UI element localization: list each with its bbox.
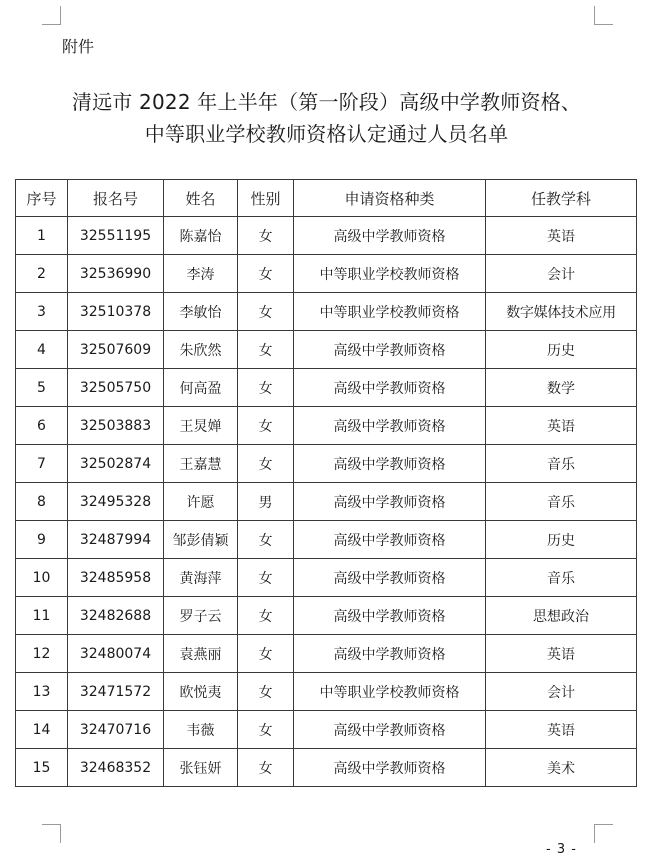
cell-name: 王炅婵 [164, 407, 238, 445]
cell-subject: 数学 [486, 369, 637, 407]
cell-gender: 女 [238, 749, 294, 787]
table-row [16, 445, 637, 483]
cell-subject: 英语 [486, 217, 637, 255]
crop-mark-bottom-right [594, 824, 613, 843]
cell-registration-no: 32471572 [68, 673, 164, 711]
table-row [16, 559, 637, 597]
table-row [16, 749, 637, 787]
cell-seq: 14 [16, 711, 68, 749]
cell-name: 何高盈 [164, 369, 238, 407]
document-title-line-1: 清远市 2022 年上半年（第一阶段）高级中学教师资格、 [71, 90, 582, 114]
cell-subject: 数字媒体技术应用 [486, 293, 637, 331]
cell-registration-no: 32536990 [68, 255, 164, 293]
cell-registration-no: 32503883 [68, 407, 164, 445]
approved-teachers-table [15, 179, 637, 787]
cell-subject: 历史 [486, 521, 637, 559]
cell-registration-no: 32480074 [68, 635, 164, 673]
cell-qualification-type: 中等职业学校教师资格 [294, 293, 486, 331]
cell-gender: 女 [238, 217, 294, 255]
cell-qualification-type: 高级中学教师资格 [294, 369, 486, 407]
cell-seq: 6 [16, 407, 68, 445]
cell-gender: 女 [238, 369, 294, 407]
table-row [16, 369, 637, 407]
table-row [16, 255, 637, 293]
cell-name: 李涛 [164, 255, 238, 293]
table-row [16, 521, 637, 559]
cell-seq: 2 [16, 255, 68, 293]
table-header-row [16, 180, 637, 217]
cell-registration-no: 32510378 [68, 293, 164, 331]
cell-qualification-type: 高级中学教师资格 [294, 331, 486, 369]
table-row [16, 407, 637, 445]
cell-subject: 音乐 [486, 559, 637, 597]
cell-gender: 女 [238, 673, 294, 711]
header-name: 姓名 [164, 180, 238, 217]
cell-gender: 女 [238, 559, 294, 597]
cell-gender: 女 [238, 255, 294, 293]
table-row [16, 673, 637, 711]
cell-seq: 4 [16, 331, 68, 369]
cell-qualification-type: 高级中学教师资格 [294, 559, 486, 597]
cell-gender: 女 [238, 293, 294, 331]
cell-name: 王嘉慧 [164, 445, 238, 483]
cell-qualification-type: 高级中学教师资格 [294, 597, 486, 635]
cell-name: 许愿 [164, 483, 238, 521]
cell-subject: 会计 [486, 673, 637, 711]
cell-seq: 13 [16, 673, 68, 711]
cell-registration-no: 32470716 [68, 711, 164, 749]
header-qualification-type: 申请资格种类 [294, 180, 486, 217]
cell-seq: 9 [16, 521, 68, 559]
cell-registration-no: 32485958 [68, 559, 164, 597]
cell-qualification-type: 高级中学教师资格 [294, 521, 486, 559]
cell-subject: 历史 [486, 331, 637, 369]
header-gender: 性别 [238, 180, 294, 217]
cell-name: 张钰妍 [164, 749, 238, 787]
cell-subject: 英语 [486, 635, 637, 673]
cell-seq: 10 [16, 559, 68, 597]
cell-subject: 会计 [486, 255, 637, 293]
cell-qualification-type: 中等职业学校教师资格 [294, 255, 486, 293]
crop-mark-top-right [594, 6, 613, 25]
cell-subject: 英语 [486, 407, 637, 445]
document-title-line-2: 中等职业学校教师资格认定通过人员名单 [144, 122, 509, 146]
cell-qualification-type: 高级中学教师资格 [294, 635, 486, 673]
table-row [16, 331, 637, 369]
cell-qualification-type: 高级中学教师资格 [294, 217, 486, 255]
page-number: - 3 - [546, 842, 577, 857]
cell-qualification-type: 中等职业学校教师资格 [294, 673, 486, 711]
cell-gender: 女 [238, 331, 294, 369]
cell-seq: 7 [16, 445, 68, 483]
cell-registration-no: 32495328 [68, 483, 164, 521]
cell-name: 朱欣然 [164, 331, 238, 369]
table-row [16, 597, 637, 635]
cell-gender: 男 [238, 483, 294, 521]
cell-name: 李敏怡 [164, 293, 238, 331]
table-row [16, 293, 637, 331]
cell-qualification-type: 高级中学教师资格 [294, 711, 486, 749]
cell-name: 罗子云 [164, 597, 238, 635]
cell-gender: 女 [238, 711, 294, 749]
cell-gender: 女 [238, 597, 294, 635]
cell-registration-no: 32505750 [68, 369, 164, 407]
attachment-label: 附件 [62, 37, 95, 56]
cell-subject: 音乐 [486, 445, 637, 483]
table-row [16, 217, 637, 255]
cell-registration-no: 32551195 [68, 217, 164, 255]
cell-seq: 3 [16, 293, 68, 331]
cell-registration-no: 32487994 [68, 521, 164, 559]
cell-gender: 女 [238, 635, 294, 673]
cell-subject: 美术 [486, 749, 637, 787]
cell-qualification-type: 高级中学教师资格 [294, 407, 486, 445]
cell-subject: 思想政治 [486, 597, 637, 635]
crop-mark-top-left [42, 6, 61, 25]
cell-subject: 英语 [486, 711, 637, 749]
cell-seq: 11 [16, 597, 68, 635]
cell-qualification-type: 高级中学教师资格 [294, 483, 486, 521]
table-row [16, 711, 637, 749]
cell-qualification-type: 高级中学教师资格 [294, 445, 486, 483]
cell-gender: 女 [238, 407, 294, 445]
header-registration-no: 报名号 [68, 180, 164, 217]
cell-seq: 1 [16, 217, 68, 255]
cell-name: 陈嘉怡 [164, 217, 238, 255]
cell-registration-no: 32468352 [68, 749, 164, 787]
cell-registration-no: 32502874 [68, 445, 164, 483]
cell-registration-no: 32482688 [68, 597, 164, 635]
cell-name: 韦薇 [164, 711, 238, 749]
crop-mark-bottom-left [42, 824, 61, 843]
table-row [16, 483, 637, 521]
cell-name: 袁燕丽 [164, 635, 238, 673]
table-row [16, 635, 637, 673]
cell-seq: 5 [16, 369, 68, 407]
header-seq: 序号 [16, 180, 68, 217]
cell-seq: 12 [16, 635, 68, 673]
cell-name: 黄海萍 [164, 559, 238, 597]
cell-seq: 8 [16, 483, 68, 521]
cell-gender: 女 [238, 445, 294, 483]
cell-seq: 15 [16, 749, 68, 787]
cell-gender: 女 [238, 521, 294, 559]
cell-name: 邹彭倩颖 [164, 521, 238, 559]
cell-name: 欧悦夷 [164, 673, 238, 711]
cell-qualification-type: 高级中学教师资格 [294, 749, 486, 787]
cell-subject: 音乐 [486, 483, 637, 521]
cell-registration-no: 32507609 [68, 331, 164, 369]
header-subject: 任教学科 [486, 180, 637, 217]
